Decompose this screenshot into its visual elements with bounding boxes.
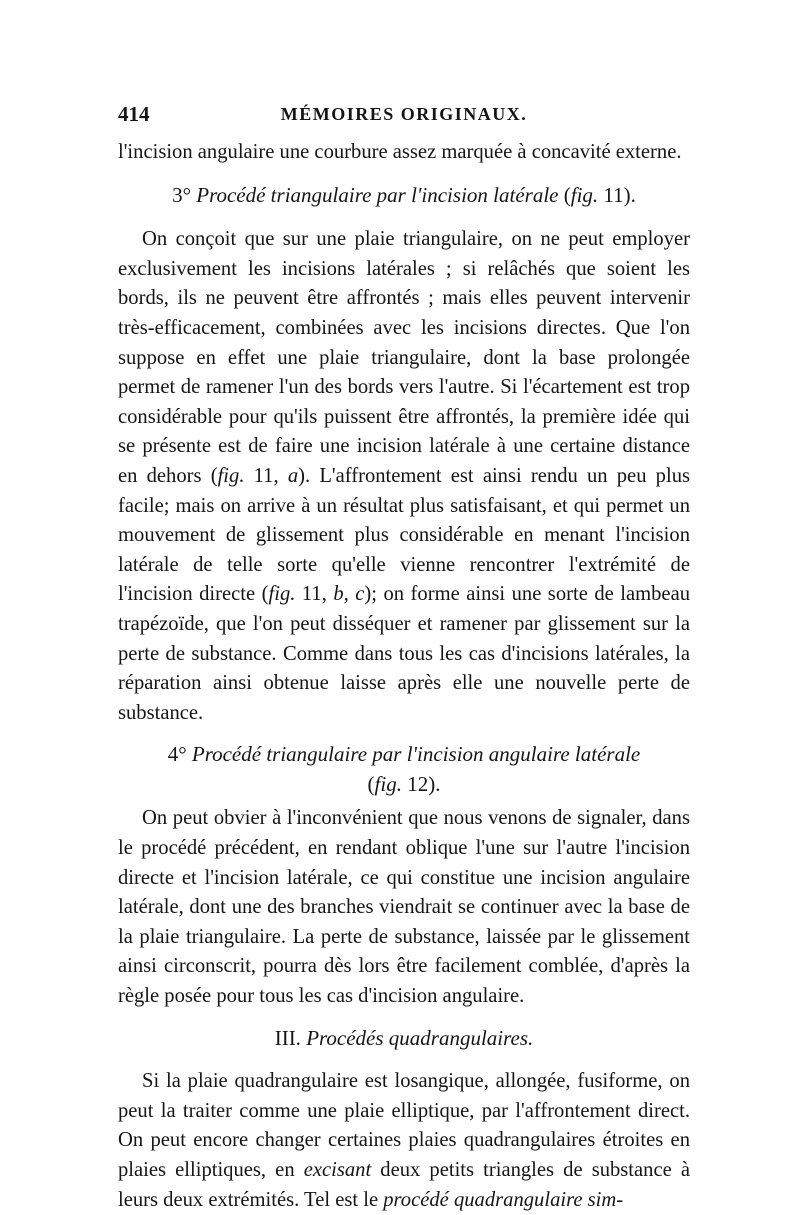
text-run: ). L'affrontement est ainsi rendu un peu plus facile; mais on arrive à un résultat plus satisfaisant, et qui permet un mouvement de glissement plus considérable en menant l'incision latérale de telle sorte qu'elle vienne rencontrer l'extrémité de l'incision directe ( (118, 464, 691, 606)
text-run: 11, (244, 464, 288, 487)
figure-ref-label: fig. (217, 464, 245, 487)
text-run: Si la plaie quadrangulaire est losangique, allongée, fusiforme, on peut la traiter comme une plaie elliptique, par l'affrontement direct. On peut encore changer certaines plaies quadrangulaires étroites en plaies elliptiques, en (118, 1070, 690, 1181)
heading-number: 4° (167, 742, 187, 767)
running-title: MÉMOIRES ORIGINAUX. (280, 104, 528, 124)
heading-number: III. (274, 1025, 301, 1050)
figure-ref-open: ( (563, 182, 571, 207)
paragraph-angular-incision: On peut obvier à l'inconvénient que nous venons de signaler, dans le procédé précédent, en rendant oblique l'une sur l'autre l'incision directe et l'incision latérale, ce qui constitue une incision angulaire latérale, dont une des branches viendrait se continuer avec la base de la plaie triangulaire. La perte de substance, laissée par le glissement ainsi circonscrit, pourra dès lors être facilement comblée, d'après la règle posée pour tous les cas d'incision angulaire. (118, 807, 690, 1008)
figure-ref-number: 11 (603, 182, 624, 207)
figure-ref-label: fig. (268, 583, 296, 606)
figure-letter: b, c (333, 583, 365, 606)
figure-ref-close: ). (428, 771, 441, 796)
heading-number: 3° (172, 182, 191, 207)
section-heading-4 (118, 740, 690, 799)
emphasis: excisant (303, 1159, 372, 1181)
text-run: On conçoit que sur une plaie triangulaire, on ne peut employer exclusivement les incisions latérales ; si relâchés que soient les bords, ils ne peuvent être affrontés ; mais elles peuvent intervenir très-efficacement, combinées avec les incisions directes. Que l'on suppose en effet une plaie triangulaire, dont la base prolongée permet de ramener l'un des bords vers l'autre. Si l'écartement est trop considérable pour qu'ils puissent être affrontés, la première idée qui se présente est de faire une incision latérale à une certaine distance en dehors ( (118, 228, 690, 487)
section-heading-3 (118, 181, 690, 211)
section-heading-iii (118, 1024, 690, 1054)
body-text (118, 138, 690, 1215)
figure-ref-open: ( (367, 771, 375, 796)
paragraph-lateral-incision (118, 225, 690, 728)
paragraph-quadrangular (118, 1067, 690, 1215)
figure-ref-label: fig. (374, 771, 402, 796)
figure-letter: a (287, 464, 299, 487)
emphasis: procédé quadrangulaire sim- (383, 1188, 624, 1211)
figure-ref-label: fig. (570, 182, 599, 207)
heading-title: Procédés quadrangulaires. (306, 1025, 534, 1050)
text-run: deux petits triangles de substance à leurs deux extrémités. Tel est le (118, 1159, 690, 1211)
page-header (118, 98, 690, 134)
page-number: 414 (118, 102, 150, 126)
figure-ref-number: 12 (407, 771, 429, 796)
paragraph-continuation: l'incision angulaire une courbure assez marquée à concavité externe. (118, 141, 682, 163)
heading-title: Procédé triangulaire par l'incision angulaire latérale (191, 742, 641, 767)
text-run: 11, (295, 583, 334, 606)
text-run: ); on forme ainsi une sorte de lambeau trapézoïde, que l'on peut disséquer et ramener par glissement sur la perte de substance. Comme dans tous les cas d'incisions latérales, la réparation ainsi obtenue laisse après elle une nouvelle perte de substance. (118, 583, 691, 724)
heading-title: Procédé triangulaire par l'incision latérale (196, 182, 559, 207)
figure-ref-close: ). (623, 182, 636, 207)
